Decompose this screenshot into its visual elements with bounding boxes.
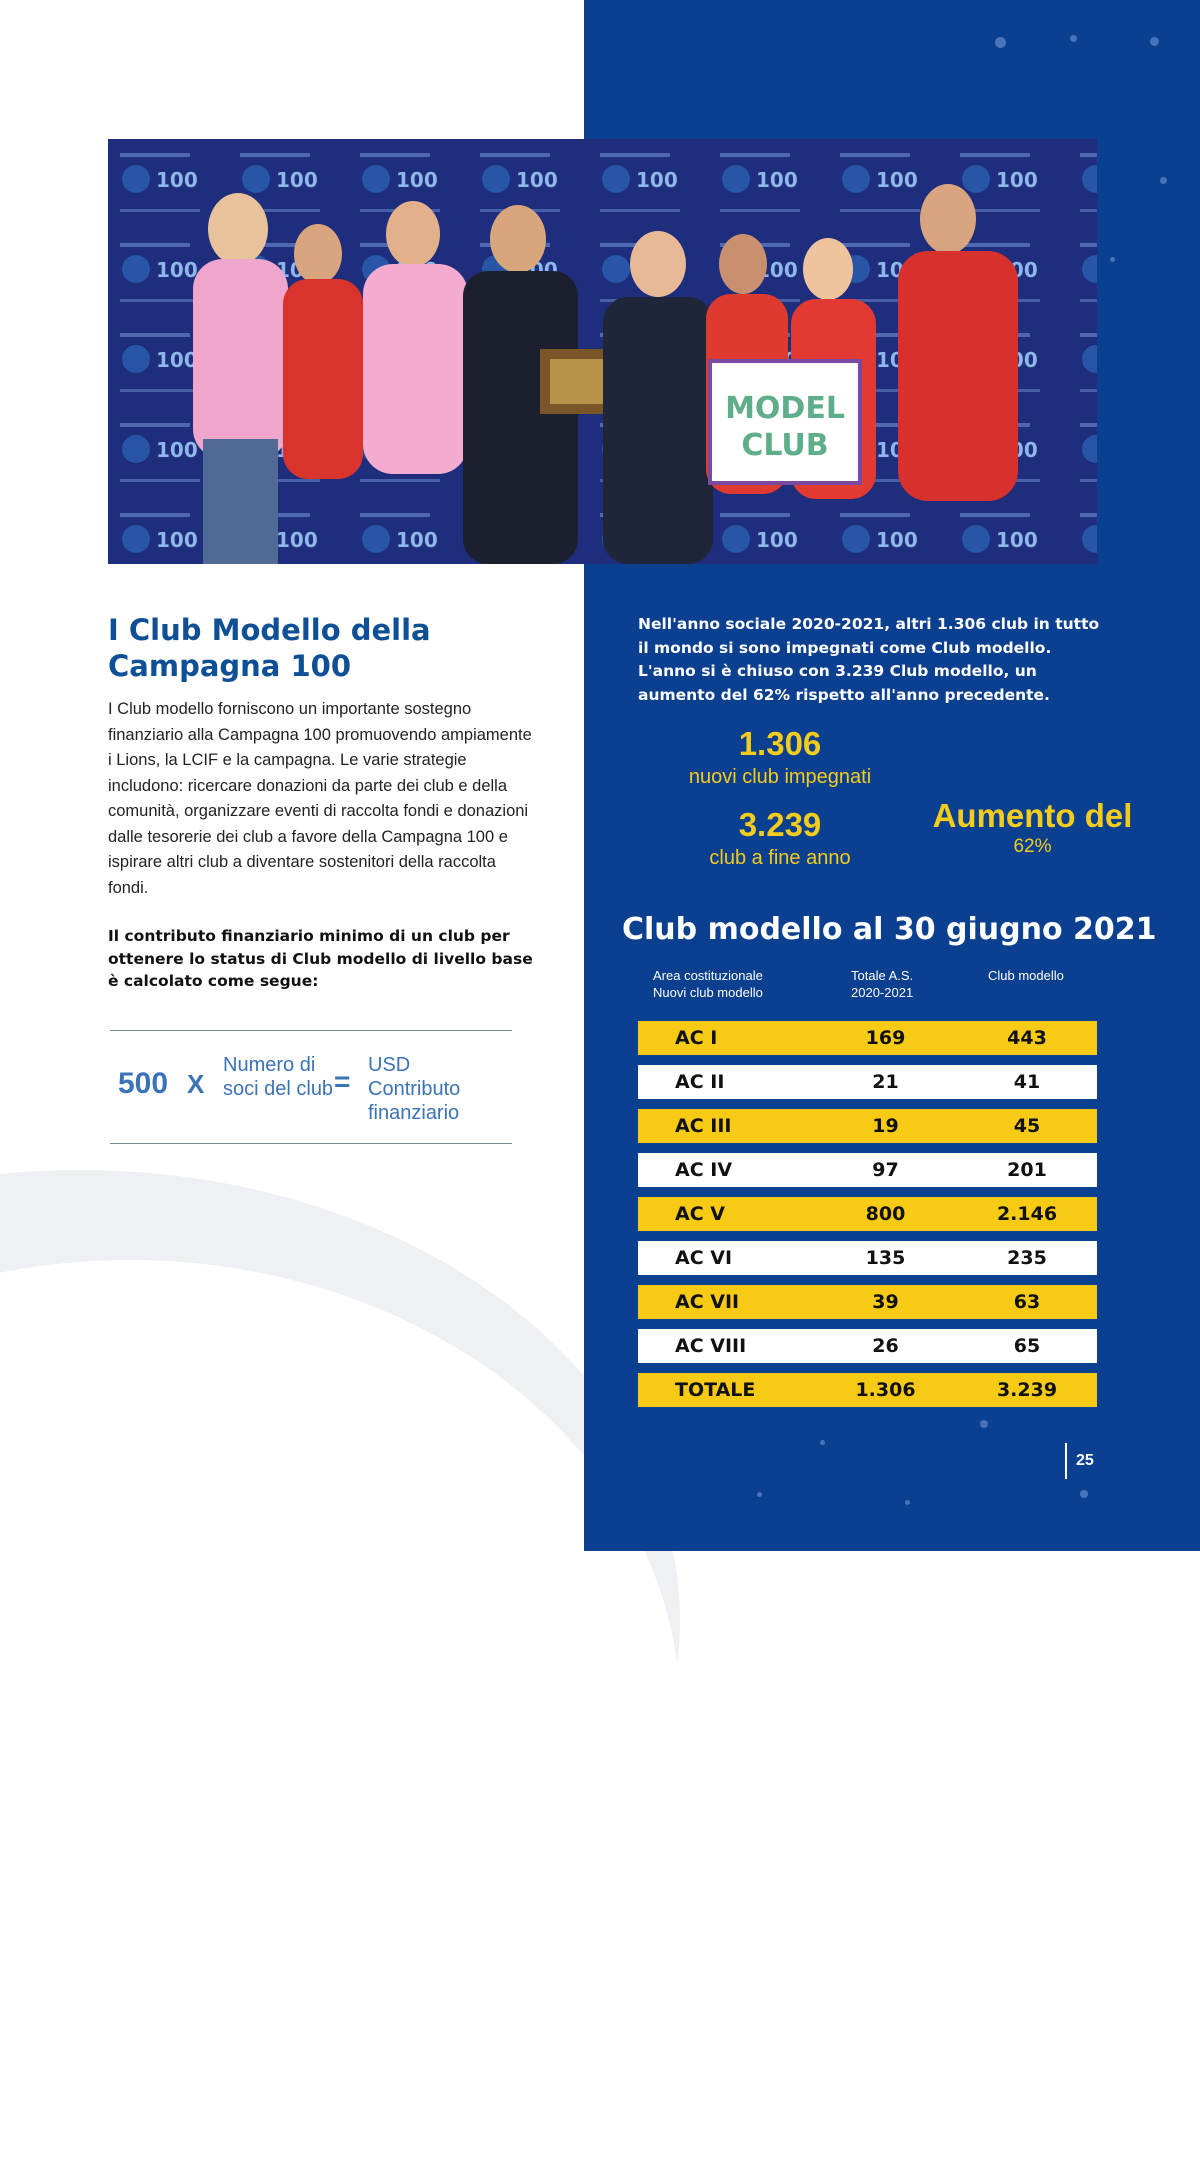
formula-equals: = <box>334 1066 351 1097</box>
row-total: 39 <box>872 1291 899 1313</box>
stat-new-clubs-label: nuovi club impegnati <box>688 766 872 788</box>
table-title: Club modello al 30 giugno 2021 <box>622 912 1157 947</box>
row-area: AC VIII <box>675 1335 747 1357</box>
row-total: 26 <box>872 1335 899 1357</box>
column-header-area-line2: Nuovi club modello <box>653 984 763 1000</box>
formula-amount: 500 <box>118 1067 169 1100</box>
decor-dot <box>1080 1490 1088 1498</box>
decor-dot <box>1150 37 1159 46</box>
row-clubs: 235 <box>1007 1247 1047 1269</box>
row-total: 1.306 <box>855 1379 916 1401</box>
column-header-total-line2: 2020-2021 <box>851 984 914 1000</box>
row-area: AC VI <box>675 1247 733 1269</box>
row-total: 169 <box>865 1027 906 1049</box>
formula-times: X <box>187 1069 205 1099</box>
row-total: 21 <box>872 1071 899 1093</box>
event-photo-illustration <box>108 139 1097 564</box>
stat-new-clubs-value: 1.306 <box>738 725 822 762</box>
section-heading <box>108 612 548 684</box>
formula-result: USD Contributo finanziario <box>368 1054 461 1124</box>
table-row <box>638 1197 1097 1231</box>
column-header-area-line1: Area costituzionale <box>653 968 763 983</box>
row-total: 19 <box>872 1115 899 1137</box>
model-club-sign-line1: MODEL <box>725 391 845 426</box>
stat-increase-label: 62% <box>1013 836 1052 857</box>
row-clubs: 443 <box>1007 1027 1047 1049</box>
formula-top-rule <box>110 1030 512 1031</box>
decor-dot <box>980 1420 988 1428</box>
row-area: AC I <box>675 1027 718 1049</box>
row-total: 800 <box>865 1203 906 1225</box>
heading-line2: Campagna 100 <box>108 649 352 683</box>
table-row <box>638 1285 1097 1319</box>
decor-dot <box>1110 257 1115 262</box>
row-clubs: 63 <box>1013 1291 1041 1313</box>
table-row <box>638 1021 1097 1055</box>
stat-year-end-label: club a fine anno <box>709 847 851 869</box>
table-row-total <box>638 1373 1097 1407</box>
row-area: AC VII <box>675 1291 740 1313</box>
decor-dot <box>1070 35 1077 42</box>
row-clubs: 3.239 <box>996 1379 1058 1401</box>
formula-intro: Il contributo finanziario minimo di un club per ottenere lo status di Club modello di livello base è calcolato come segue: <box>108 927 533 990</box>
table-row <box>638 1241 1097 1275</box>
column-header-total <box>851 968 913 1001</box>
row-clubs: 2.146 <box>996 1203 1058 1225</box>
row-clubs: 45 <box>1013 1115 1041 1137</box>
row-total: 135 <box>865 1247 906 1269</box>
row-area: AC II <box>675 1071 725 1093</box>
row-area: AC III <box>675 1115 732 1137</box>
right-intro: Nell'anno sociale 2020-2021, altri 1.306 club in tutto il mondo si sono impegnati come Club modello. L'anno si è chiuso con 3.239 Club modello, un aumento del 62% rispetto all'anno precedente. <box>638 615 1100 704</box>
stat-year-end-value: 3.239 <box>738 806 822 843</box>
heading-line1: I Club Modello della <box>108 613 431 647</box>
body-paragraph: I Club modello forniscono un importante sostegno finanziario alla Campagna 100 promuovendo ampiamente i Lions, la LCIF e la campagna. Le varie strategie includono: ricercare donazioni da parte dei club e della comunità, organizzare eventi di raccolta fondi e donazioni dalle tesorerie dei club a favore della Campagna 100 e ispirare altri club a diventare sostenitori della raccolta fondi. <box>108 700 532 897</box>
decor-dot <box>905 1500 910 1505</box>
table-row <box>638 1065 1097 1099</box>
column-header-clubs <box>988 968 1064 985</box>
row-area: AC IV <box>675 1159 733 1181</box>
table-row <box>638 1153 1097 1187</box>
row-clubs: 65 <box>1013 1335 1041 1357</box>
model-club-sign-line2: CLUB <box>741 428 829 463</box>
row-clubs: 201 <box>1007 1159 1047 1181</box>
formula-members: Numero di soci del club <box>223 1054 334 1100</box>
row-total: 97 <box>872 1159 899 1181</box>
column-header-clubs-line1: Club modello <box>988 968 1064 983</box>
column-header-total-line1: Totale A.S. <box>851 968 914 983</box>
table-row <box>638 1109 1097 1143</box>
model-clubs-table <box>638 1021 1097 1417</box>
stat-increase-value: Aumento del <box>932 797 1133 834</box>
decor-dot <box>820 1440 825 1445</box>
page-number-divider <box>1065 1443 1067 1479</box>
table-row <box>638 1329 1097 1363</box>
column-header-area <box>653 968 763 1001</box>
decor-dot <box>1160 177 1167 184</box>
row-area: TOTALE <box>675 1379 756 1401</box>
decor-dot <box>757 1492 762 1497</box>
row-area: AC V <box>675 1203 725 1225</box>
page-number: 25 <box>1076 1452 1094 1469</box>
formula-bottom-rule <box>110 1143 512 1144</box>
decor-dot <box>995 37 1006 48</box>
row-clubs: 41 <box>1013 1071 1041 1093</box>
event-photo <box>108 139 1097 564</box>
